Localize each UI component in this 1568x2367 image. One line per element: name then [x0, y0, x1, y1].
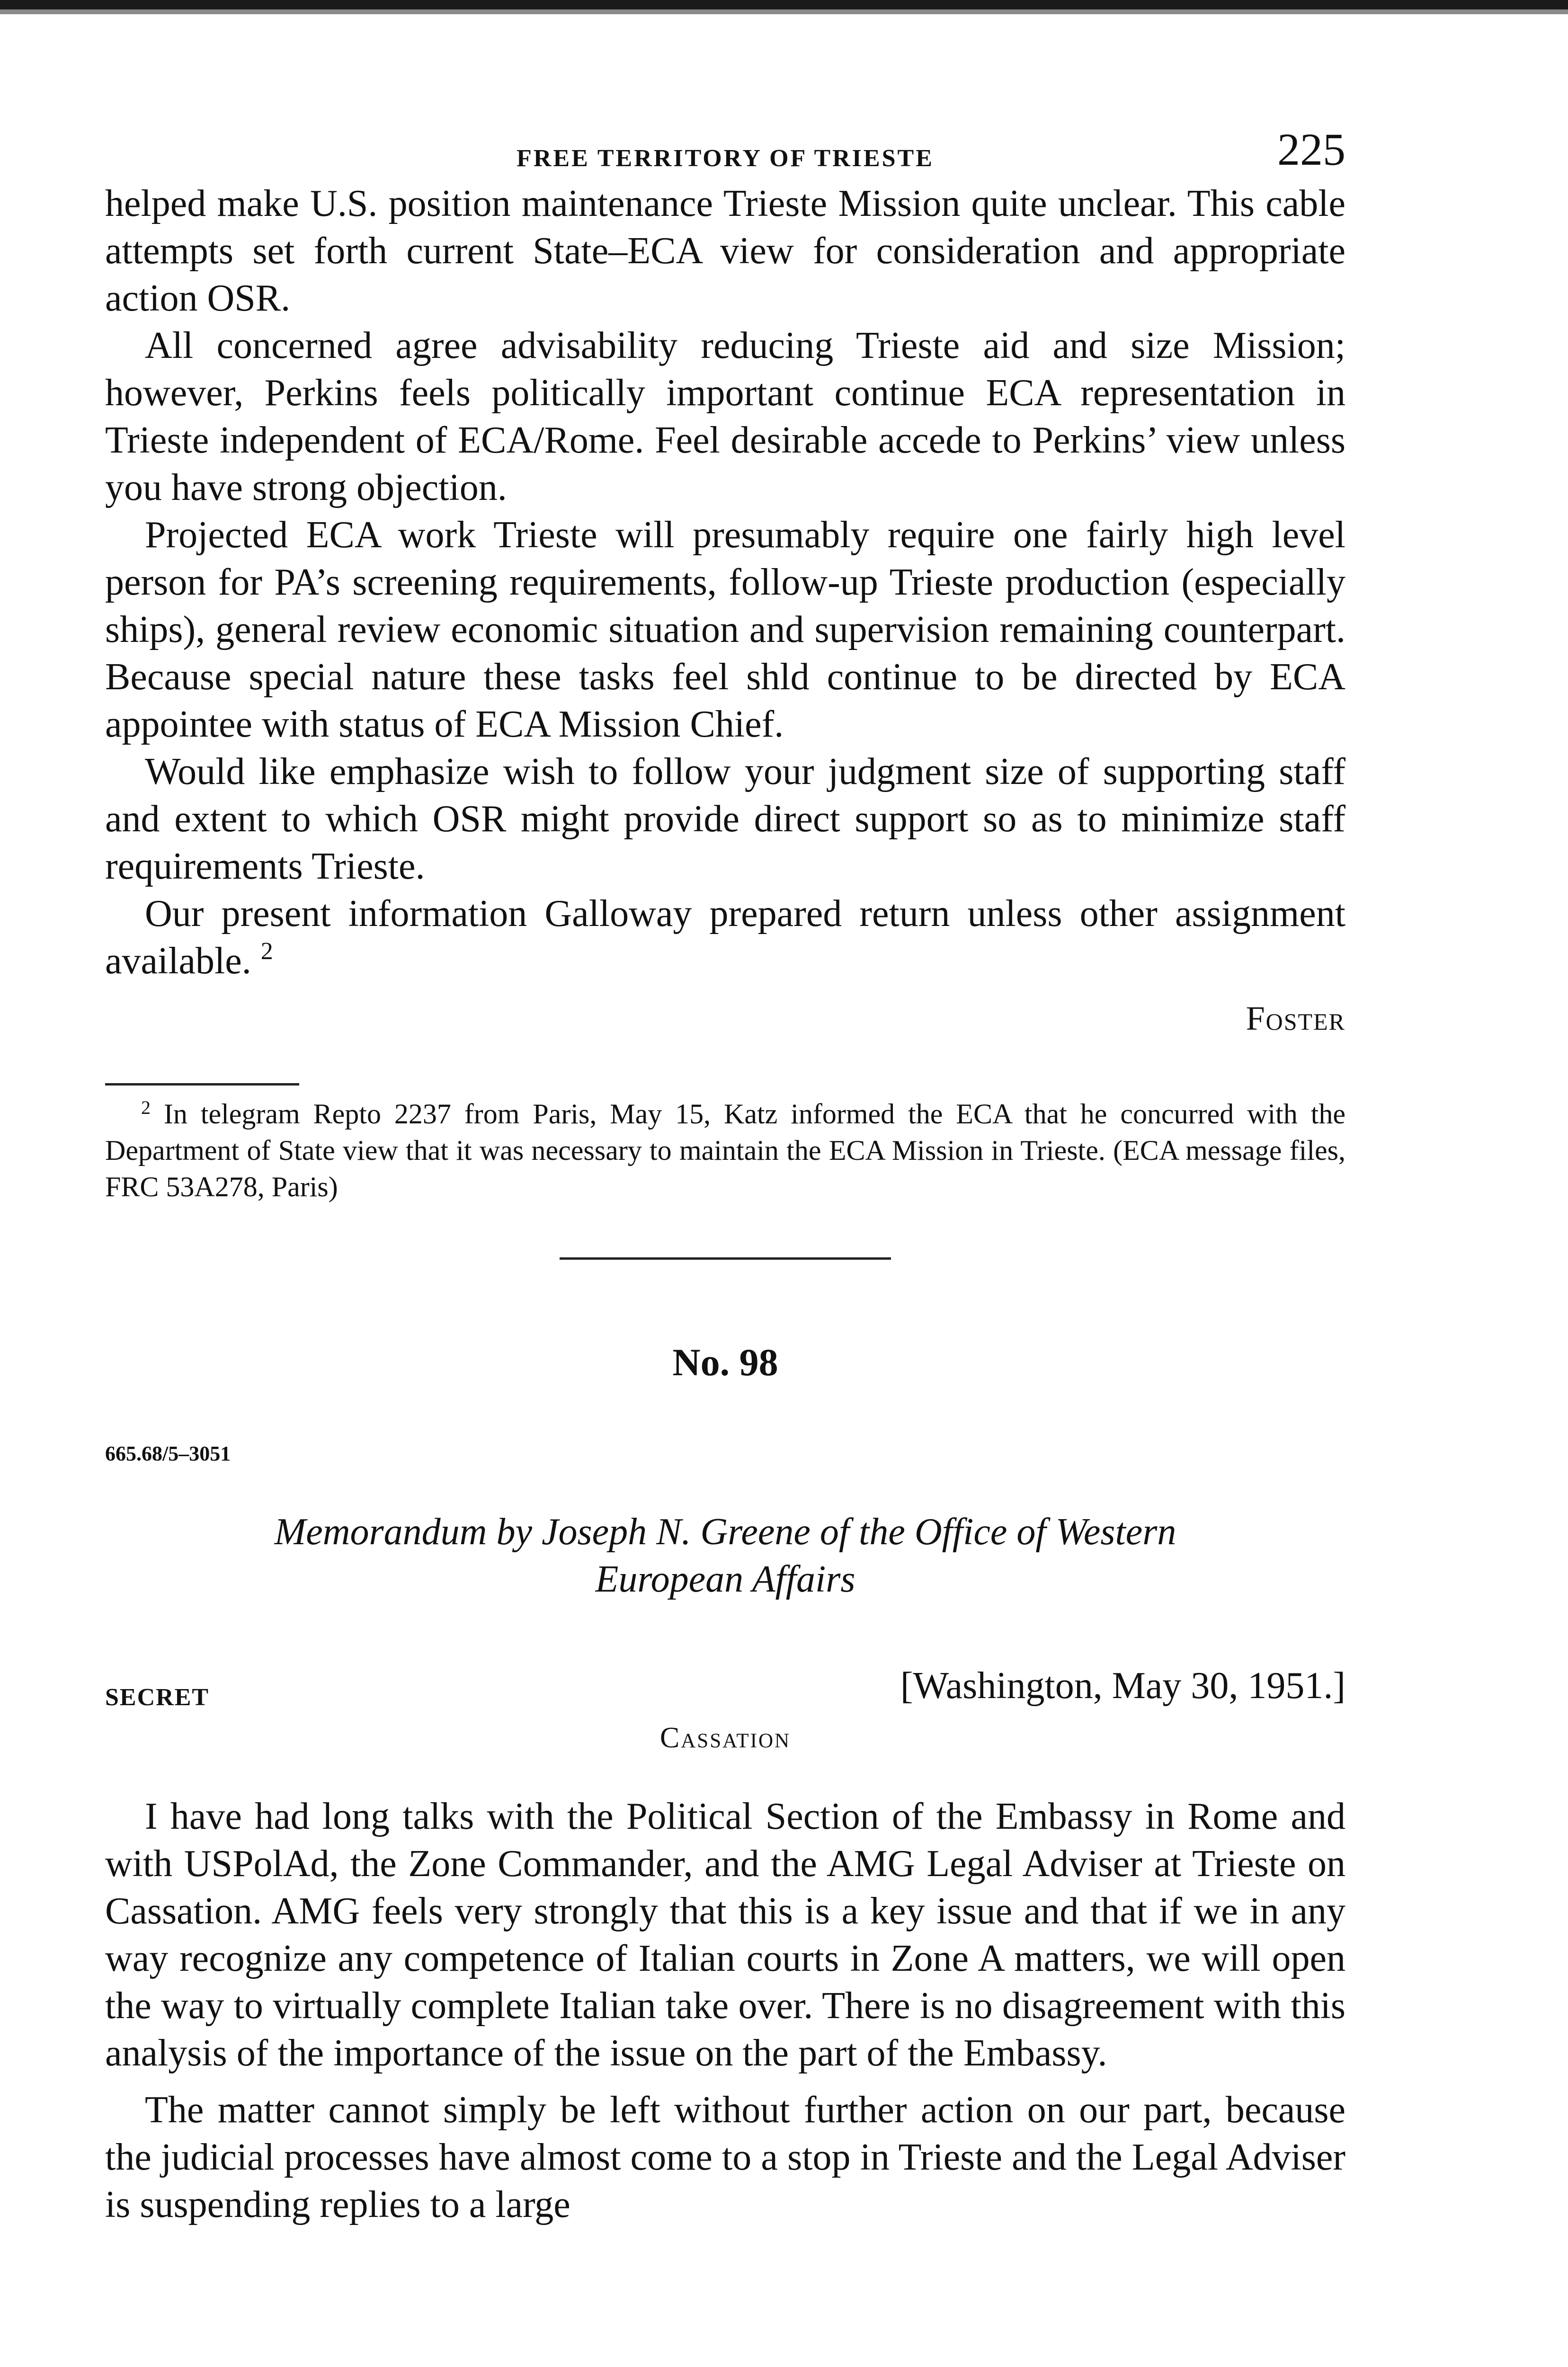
- section-divider: [560, 1257, 891, 1260]
- document-number: No. 98: [672, 1341, 778, 1384]
- signature: Foster: [1246, 999, 1345, 1037]
- telegram-paragraph-last: [105, 890, 1345, 985]
- scan-top-border: [0, 0, 1568, 9]
- footnote: [105, 1096, 1345, 1205]
- telegram-continuation: [105, 180, 1345, 985]
- telegram-paragraph: helped make U.S. position maintenance Trieste Mission quite unclear. This cable attempts set forth current State–ECA view for consideration and appropriate action OSR.: [105, 183, 1345, 319]
- page-number: 225: [1277, 124, 1345, 175]
- memo-title: Memorandum by Joseph N. Greene of the Office of Western European Affairs: [274, 1511, 1176, 1600]
- footnote-divider: [105, 1083, 299, 1086]
- footnote-marker: 2: [141, 1097, 151, 1118]
- footnote-reference: 2: [260, 938, 273, 965]
- book-page: [105, 118, 1345, 2228]
- running-head: [105, 118, 1345, 180]
- classification-label: SECRET: [105, 1684, 210, 1711]
- telegram-paragraph: Projected ECA work Trieste will presumably require one fairly high level person for PA’s screening requirements, follow-up Trieste production (especially ships), general review economic situation and supervision remaining counterpart. Because special nature these tasks feel shld continue to be directed by ECA appointee with status of ECA Mission Chief.: [105, 514, 1345, 745]
- memo-meta: [105, 1664, 1345, 1717]
- telegram-paragraph: All concerned agree advisability reducing Trieste aid and size Mission; however, Perkins feels politically important continue ECA representation in Trieste independent of ECA/Rome. Feel desirable accede to Perkins’ view unless you have strong objection.: [105, 325, 1345, 508]
- telegram-last-text: Our present information Galloway prepared return unless other assignment available.: [105, 893, 1345, 982]
- memo-paragraph: I have had long talks with the Political Section of the Embassy in Rome and with USPolAd, the Zone Commander, and the AMG Legal Adviser at Trieste on Cassation. AMG feels very strongly that this is a key issue and that if we in any way recognize any competence of Italian courts in Zone A matters, we will open the way to virtually complete Italian take over. There is no disagreement with this analysis of the importance of the issue on the part of the Embassy.: [105, 1796, 1345, 2074]
- dateline: [Washington, May 30, 1951.]: [900, 1665, 1345, 1707]
- telegram-paragraph: Would like emphasize wish to follow your judgment size of supporting staff and extent to which OSR might provide direct support so as to minimize staff requirements Trieste.: [105, 751, 1345, 887]
- memo-paragraph: The matter cannot simply be left without further action on our part, because the judicial processes have almost come to a stop in Trieste and the Legal Adviser is suspending replies to a large: [105, 2089, 1345, 2225]
- footnote-text: In telegram Repto 2237 from Paris, May 15, Katz informed the ECA that he concurred with the Department of State view that it was necessary to maintain the ECA Mission in Trieste. (ECA message files, FRC 53A278, Paris): [105, 1098, 1346, 1202]
- memo-subject: Cassation: [659, 1722, 791, 1754]
- file-number: 665.68/5–3051: [105, 1442, 231, 1465]
- memo-body: [105, 1793, 1345, 2228]
- running-title: FREE TERRITORY OF TRIESTE: [517, 145, 934, 172]
- scan-top-border-shade: [0, 9, 1568, 14]
